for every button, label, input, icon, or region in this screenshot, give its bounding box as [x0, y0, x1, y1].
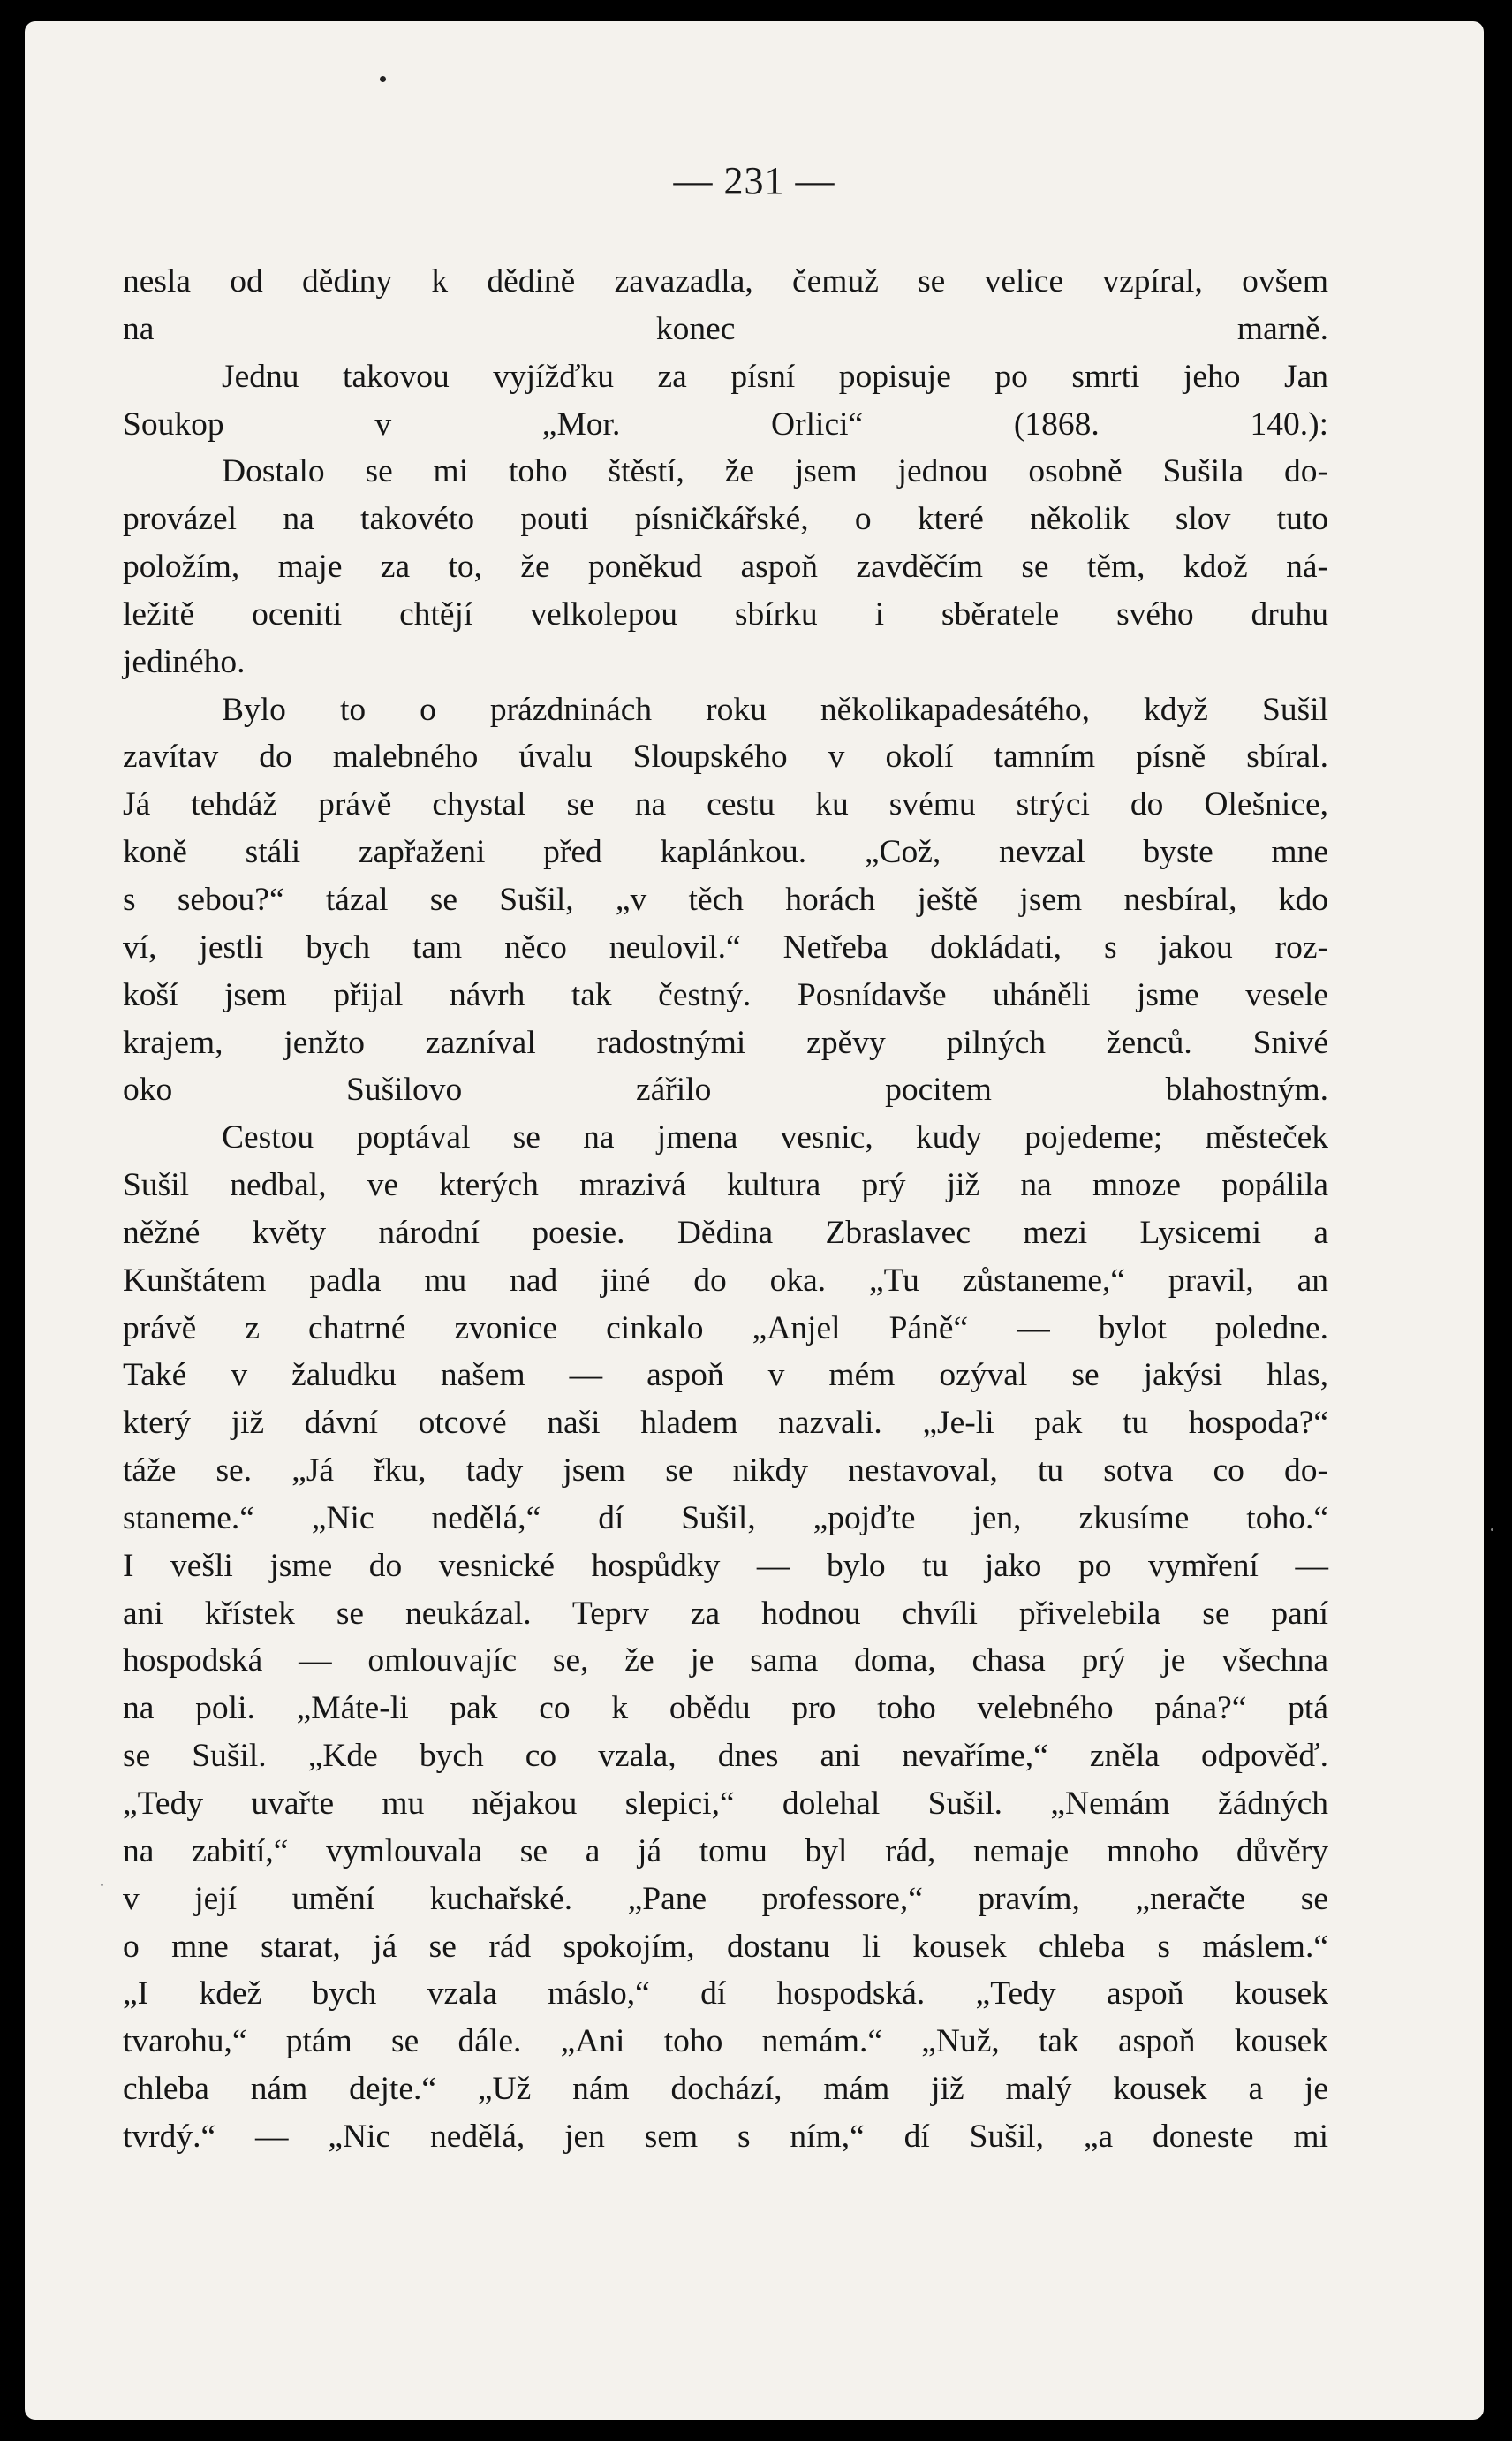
text-line: Jednu takovou vyjížďku za písní popisuje po smrti jeho Jan	[222, 358, 1328, 395]
text-line: Bylo to o prázdninách roku několikapadesátého, když Sušil	[222, 691, 1328, 728]
text-line: koně stáli zapřaženi před kaplánkou. „Což, nevzal byste mne	[123, 834, 1328, 871]
text-line: něžné květy národní poesie. Dědina Zbraslavec mezi Lysicemi a	[123, 1214, 1328, 1251]
text-line: se Sušil. „Kde bych co vzala, dnes ani nevaříme,“ zněla odpověď.	[123, 1738, 1328, 1775]
text-line: hospodská — omlouvajíc se, že je sama doma, chasa prý je všechna	[123, 1642, 1328, 1679]
text-line: I vešli jsme do vesnické hospůdky — bylo tu jako po vymření —	[123, 1547, 1328, 1584]
book-page	[25, 21, 1484, 2420]
text-line: s sebou?“ tázal se Sušil, „v těch horách ještě jsem nesbíral, kdo	[123, 881, 1328, 918]
text-line: zavítav do malebného úvalu Sloupského v okolí tamním písně sbíral.	[123, 739, 1328, 776]
text-line: ví, jestli bych tam něco neulovil.“ Netřeba dokládati, s jakou roz-	[123, 929, 1328, 966]
text-line: „I kdež bych vzala máslo,“ dí hospodská. „Tedy aspoň kousek	[123, 1975, 1328, 2013]
scan-speck	[380, 76, 386, 82]
text-line: jediného.	[123, 643, 246, 680]
text-line: Kunštátem padla mu nad jiné do oka. „Tu zůstaneme,“ pravil, an	[123, 1262, 1328, 1299]
scan-speck	[1491, 1528, 1493, 1531]
text-line: Cestou poptával se na jmena vesnic, kudy pojedeme; městeček	[222, 1119, 1328, 1156]
text-line: Také v žaludku našem — aspoň v mém ozýval se jakýsi hlas,	[123, 1357, 1328, 1394]
text-line: chleba nám dejte.“ „Už nám dochází, mám již malý kousek a je	[123, 2071, 1328, 2108]
text-line: položím, maje za to, že poněkud aspoň zavděčím se těm, kdož ná-	[123, 549, 1328, 586]
text-line: koší jsem přijal návrh tak čestný. Posnídavše uháněli jsme vesele	[123, 976, 1328, 1013]
text-line: Dostalo se mi toho štěstí, že jsem jednou osobně Sušila do-	[222, 453, 1328, 490]
text-line: o mne starat, já se rád spokojím, dostanu li kousek chleba s máslem.“	[123, 1928, 1328, 1965]
text-line: na poli. „Máte-li pak co k obědu pro toho velebného pána?“ ptá	[123, 1690, 1328, 1727]
body-text	[123, 258, 1328, 2161]
text-line: nesla od dědiny k dědině zavazadla, čemuž se velice vzpíral, ovšem	[123, 263, 1328, 299]
text-line: staneme.“ „Nic nedělá,“ dí Sušil, „pojďte jen, zkusíme toho.“	[123, 1499, 1328, 1536]
text-line: Soukop v „Mor. Orlici“ (1868. 140.):	[123, 406, 1328, 443]
text-line: na konec marně.	[123, 310, 1328, 347]
text-line: „Tedy uvařte mu nějakou slepici,“ dolehal Sušil. „Nemám žádných	[123, 1785, 1328, 1822]
text-line: v její umění kuchařské. „Pane professore,“ pravím, „neračte se	[123, 1880, 1328, 1917]
scan-speck	[101, 1884, 103, 1886]
text-line: tvarohu,“ ptám se dále. „Ani toho nemám.“ „Nuž, tak aspoň kousek	[123, 2023, 1328, 2060]
text-line: ani křístek se neukázal. Teprv za hodnou chvíli přivelebila se paní	[123, 1595, 1328, 1632]
text-line: táže se. „Já řku, tady jsem se nikdy nestavoval, tu sotva co do-	[123, 1452, 1328, 1490]
text-line: tvrdý.“ — „Nic nedělá, jen sem s ním,“ dí Sušil, „a doneste mi	[123, 2118, 1328, 2155]
text-line: na zabití,“ vymlouvala se a já tomu byl rád, nemaje mnoho důvěry	[123, 1832, 1328, 1869]
text-line: právě z chatrné zvonice cinkalo „Anjel Páně“ — bylot poledne.	[123, 1309, 1328, 1346]
text-line: ležitě oceniti chtějí velkolepou sbírku i sběratele svého druhu	[123, 595, 1328, 633]
text-line: oko Sušilovo zářilo pocitem blahostným.	[123, 1072, 1328, 1109]
text-line: který již dávní otcové naši hladem nazvali. „Je-li pak tu hospoda?“	[123, 1405, 1328, 1442]
text-line: provázel na takovéto pouti písničkářské, o které několik slov tuto	[123, 501, 1328, 538]
text-line: Sušil nedbal, ve kterých mrazivá kultura prý již na mnoze popálila	[123, 1167, 1328, 1204]
text-line: krajem, jenžto zazníval radostnými zpěvy pilných ženců. Snivé	[123, 1024, 1328, 1061]
text-line: Já tehdáž právě chystal se na cestu ku svému strýci do Olešnice,	[123, 786, 1328, 823]
page-number: — 231 —	[673, 159, 835, 202]
